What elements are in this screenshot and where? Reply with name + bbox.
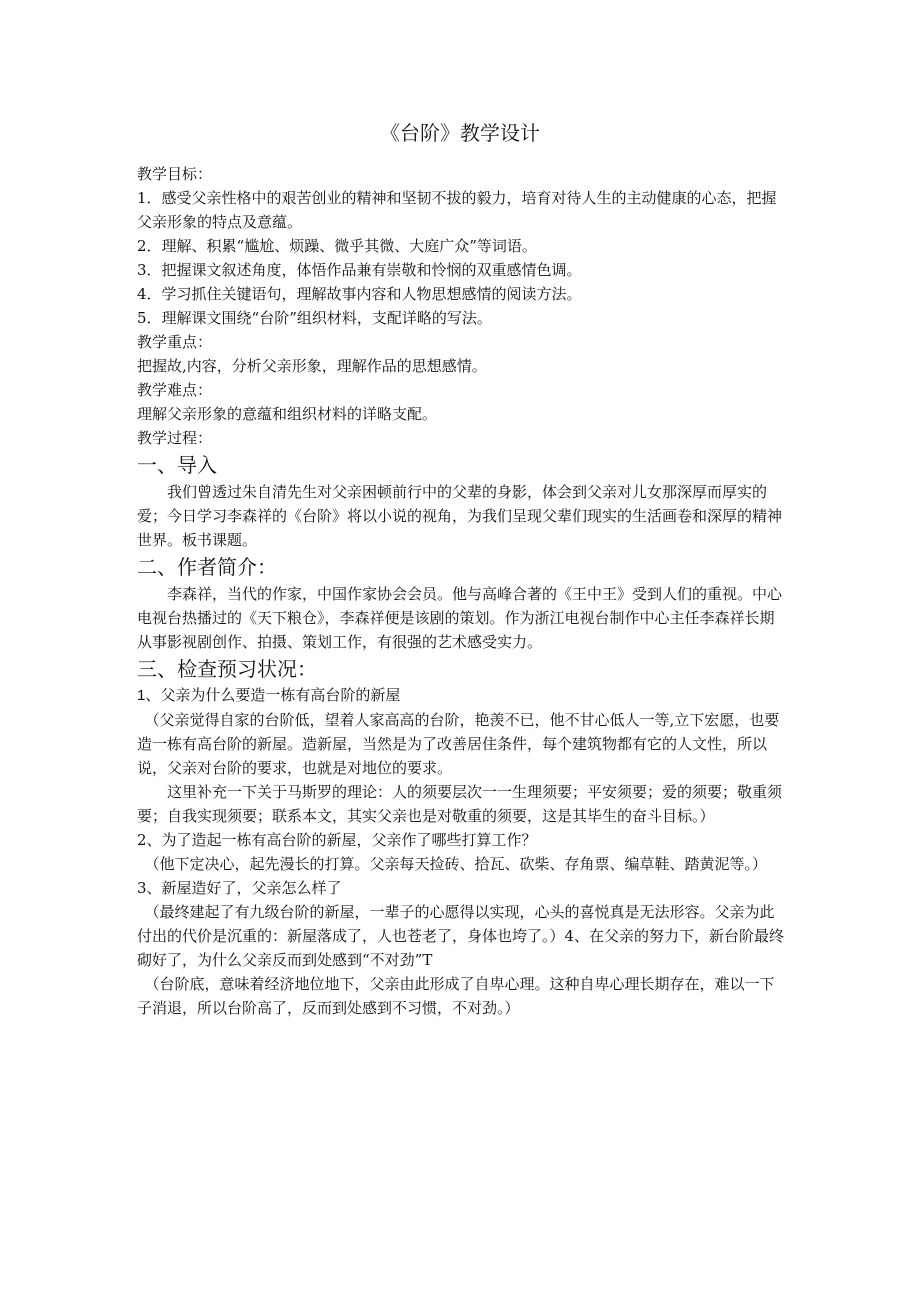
answer-1-extra: 这里补充一下关于马斯罗的理论：人的须要层次一一生理须要；平安须要；爱的须要；敬重须要；自我实现须要；联系本文，其实父亲也是对敬重的须要，这是其毕生的奋斗目标。） <box>137 783 783 825</box>
intro-paragraph: 我们曾透过朱自清先生对父亲困顿前行中的父辈的身影，体会到父亲对儿女那深厚而厚实的爱；今日学习李森祥的《台阶》将以小说的视角，为我们呈现父辈们现实的生活画卷和深厚的精神世界。板书课题。 <box>137 483 783 549</box>
author-paragraph: 李森祥，当代的作家，中国作家协会会员。他与高峰合著的《王中王》受到人们的重视。中心电视台热播过的《天下粮仓》，李森祥便是该剧的策划。作为浙江电视台制作中心主任李森祥长期从事影视剧创作、拍摄、策划工作，有很强的艺术感受实力。 <box>137 585 783 651</box>
question-3: 3、新屋造好了，父亲怎么样了 <box>137 879 342 897</box>
difficulty-heading: 教学难点： <box>137 381 213 399</box>
objective-item: 4．学习抓住关键语句，理解故事内容和人物思想感情的阅读方法。 <box>137 285 582 303</box>
section-heading-intro: 一、导入 <box>137 453 217 477</box>
focus-heading: 教学重点： <box>137 333 213 351</box>
objective-item: 3．把握课文叙述角度，体悟作品兼有崇敬和怜悯的双重感情色调。 <box>137 261 582 279</box>
focus-text: 把握故,内容，分析父亲形象，理解作品的思想感情。 <box>137 357 487 375</box>
page-title: 《台阶》教学设计 <box>380 121 540 145</box>
question-1: 1、父亲为什么要造一栋有高台阶的新屋 <box>137 687 401 704</box>
process-heading: 教学过程： <box>137 429 213 447</box>
objective-item: 1．感受父亲性格中的艰苦创业的精神和坚韧不拔的毅力，培育对待人生的主动健康的心态，把握父亲形象的特点及意蕴。 <box>137 189 777 231</box>
answer-3: （最终建起了有九级台阶的新屋，一辈子的心愿得以实现，心头的喜悦真是无法形容。父亲为此付出的代价是沉重的：新屋落成了，人也苍老了，身体也垮了。）4、在父亲的努力下，新台阶最终砌好了，为什么父亲反而到处感到“不对劲”T <box>137 903 785 969</box>
answer-2: （他下定决心，起先漫长的打算。父亲每天捡砖、拾瓦、砍柴、存角票、编草鞋、踏黄泥等。） <box>144 855 768 873</box>
section-heading-preview: 三、检查预习状况： <box>137 657 317 681</box>
objectives-heading: 教学目标： <box>137 165 213 183</box>
difficulty-text: 理解父亲形象的意蕴和组织材料的详略支配。 <box>137 405 438 423</box>
question-2: 2、为了造起一栋有高台阶的新屋，父亲作了哪些打算工作？ <box>137 831 537 849</box>
answer-1: （父亲觉得自家的台阶低，望着人家高高的台阶，艳羡不已，他不甘心低人一等,立下宏愿，也要造一栋有高台阶的新屋。造新屋，当然是为了改善居住条件，每个建筑物都有它的人文性，所以说，父亲对台阶的要求，也就是对地位的要求。 <box>137 711 780 777</box>
objective-item: 2．理解、积累“尴尬、烦躁、微乎其微、大庭广众”等词语。 <box>137 237 537 255</box>
document-body <box>137 162 785 1020</box>
section-heading-author: 二、作者简介： <box>137 555 277 579</box>
objective-item: 5．理解课文围绕“台阶”组织材料，支配详略的写法。 <box>137 309 492 327</box>
answer-4: （台阶底，意味着经济地位地下，父亲由此形成了自卑心理。这种自卑心理长期存在，难以一下子消退，所以台阶高了，反而到处感到不习惯，不对劲。） <box>137 975 775 1017</box>
